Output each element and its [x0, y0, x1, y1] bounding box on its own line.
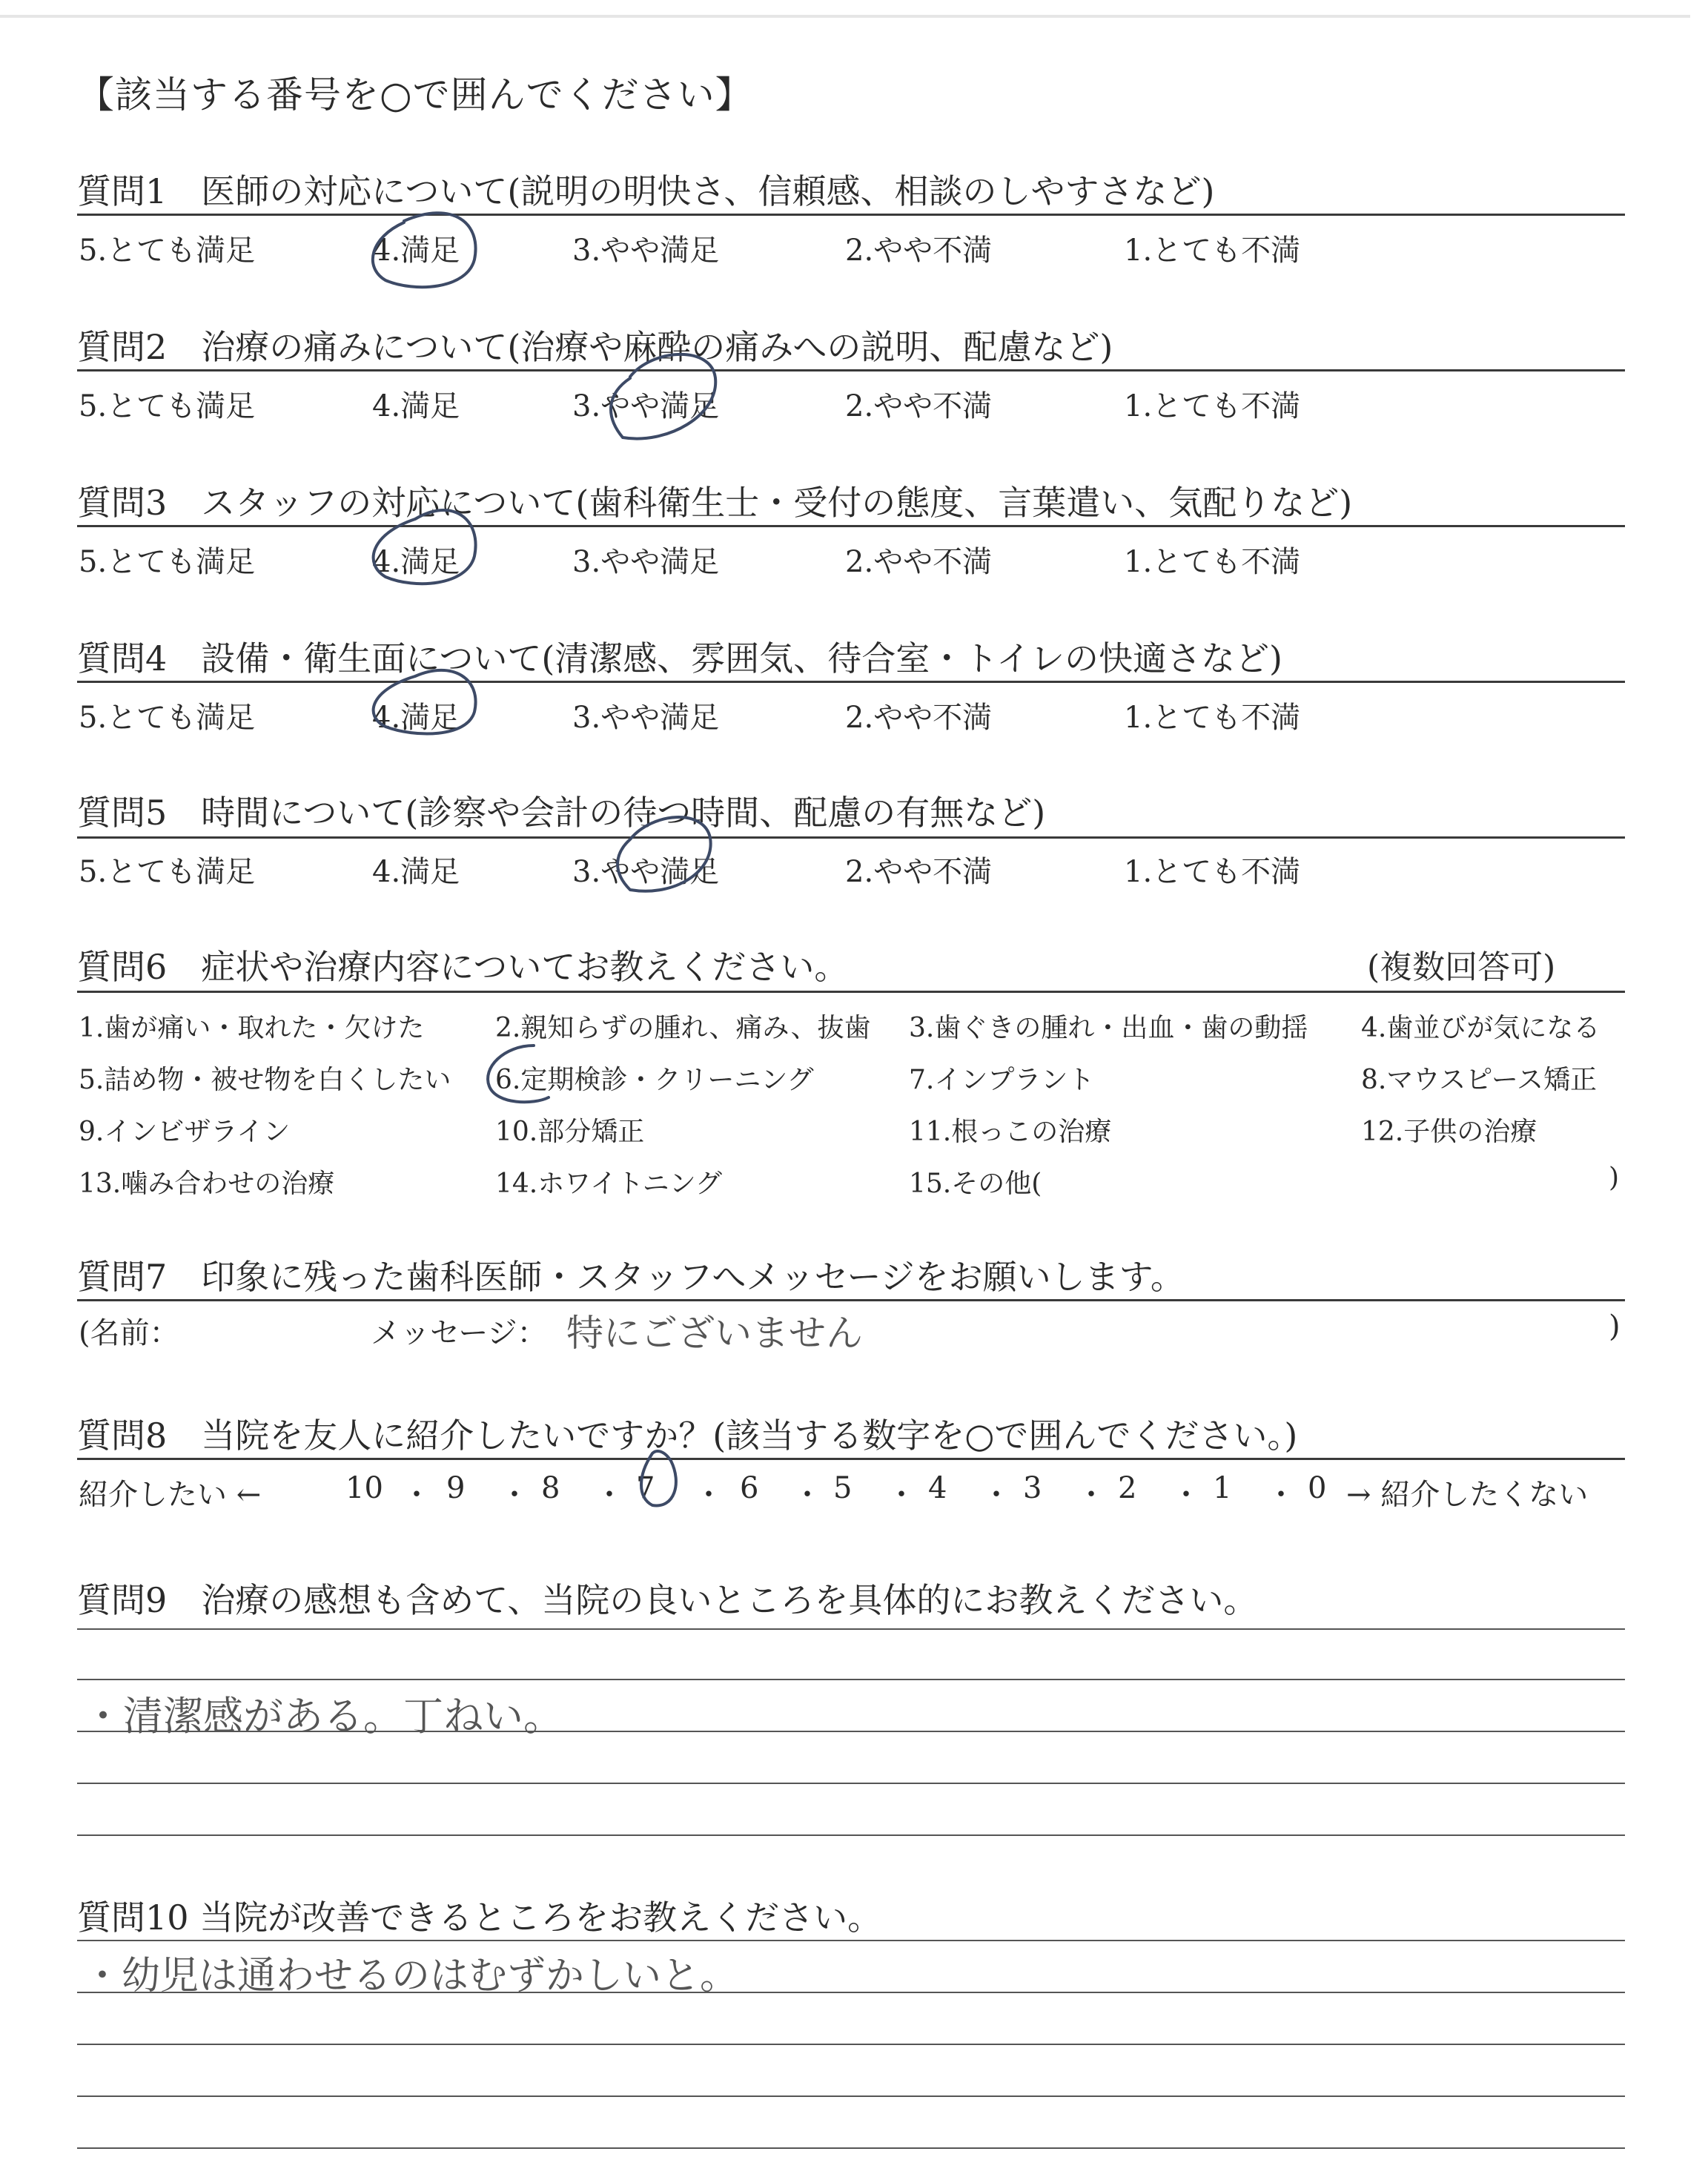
scale-value-7[interactable]: 7 — [636, 1471, 655, 1505]
q6-item-2[interactable]: 2.親知らずの腫れ、痛み、抜歯 — [495, 1013, 871, 1043]
q2-option-1[interactable]: 1.とても不満 — [1124, 389, 1301, 423]
scale-separator: ・ — [1171, 1478, 1201, 1512]
q6-item-13[interactable]: 13.噛み合わせの治療 — [79, 1169, 335, 1199]
scale-value-1[interactable]: 1 — [1213, 1471, 1232, 1505]
q3-option-2[interactable]: 2.やや不満 — [845, 545, 993, 579]
question-3-title: 質問3 スタッフの対応について(歯科衛生士・受付の態度、言葉遣い、気配りなど) — [77, 483, 1353, 523]
q2-selection-circle — [611, 354, 715, 439]
scale-separator: ・ — [500, 1478, 529, 1512]
scale-separator: ・ — [887, 1478, 916, 1512]
q6-item-7[interactable]: 7.インプラント — [909, 1065, 1095, 1095]
q9-answer-handwritten[interactable]: ・清潔感がある。丁ねい。 — [83, 1693, 563, 1740]
question-6-title: 質問6 症状や治療内容についてお教えください。 — [77, 947, 849, 987]
q6-item-14[interactable]: 14.ホワイトニング — [495, 1169, 723, 1199]
scale-separator: ・ — [402, 1478, 431, 1512]
q2-option-4[interactable]: 4.満足 — [372, 389, 460, 423]
scale-value-2[interactable]: 2 — [1118, 1471, 1137, 1505]
q6-item-9[interactable]: 9.インビザライン — [79, 1117, 291, 1147]
q6-item-3[interactable]: 3.歯ぐきの腫れ・出血・歯の動揺 — [909, 1013, 1308, 1043]
q6-item-11[interactable]: 11.根っこの治療 — [909, 1117, 1112, 1147]
q4-selection-circle — [374, 670, 476, 734]
recommend-right-label: → 紹介したくない — [1346, 1478, 1589, 1512]
q3-option-5[interactable]: 5.とても満足 — [79, 545, 256, 579]
question-2-title: 質問2 治療の痛みについて(治療や麻酔の痛みへの説明、配慮など) — [77, 327, 1113, 367]
q3-selection-circle — [374, 510, 476, 584]
q4-option-1[interactable]: 1.とても不満 — [1124, 701, 1301, 735]
name-label: (名前： — [79, 1316, 179, 1350]
q6-item-4[interactable]: 4.歯並びが気になる — [1361, 1013, 1601, 1043]
scale-separator: ・ — [1266, 1478, 1296, 1512]
q5-selection-circle — [618, 817, 711, 891]
scale-separator: ・ — [982, 1478, 1011, 1512]
q3-option-4[interactable]: 4.満足 — [372, 545, 460, 579]
q2-option-3[interactable]: 3.やや満足 — [572, 389, 720, 423]
q6-item-15[interactable]: 15.その他( — [909, 1169, 1042, 1199]
q2-option-5[interactable]: 5.とても満足 — [79, 389, 256, 423]
message-close: ) — [1609, 1309, 1621, 1344]
q3-option-3[interactable]: 3.やや満足 — [572, 545, 720, 579]
q1-option-2[interactable]: 2.やや不満 — [845, 234, 993, 268]
recommend-left-label: 紹介したい ← — [79, 1478, 262, 1512]
q2-option-2[interactable]: 2.やや不満 — [845, 389, 993, 423]
q1-option-5[interactable]: 5.とても満足 — [79, 234, 256, 268]
scale-separator: ・ — [792, 1478, 822, 1512]
q6-item-6[interactable]: 6.定期検診・クリーニング — [495, 1065, 814, 1095]
question-1-title: 質問1 医師の対応について(説明の明快さ、信頼感、相談のしやすさなど) — [77, 171, 1215, 211]
q1-option-3[interactable]: 3.やや満足 — [572, 234, 720, 268]
q6-item-10[interactable]: 10.部分矯正 — [495, 1117, 645, 1147]
scale-value-9[interactable]: 9 — [446, 1471, 466, 1505]
q5-option-4[interactable]: 4.満足 — [372, 855, 460, 889]
question-5-title: 質問5 時間について(診察や会計の待つ時間、配慮の有無など) — [77, 793, 1046, 833]
q5-option-3[interactable]: 3.やや満足 — [572, 855, 720, 889]
question-4-title: 質問4 設備・衛生面について(清潔感、雰囲気、待合室・トイレの快適さなど) — [77, 638, 1282, 678]
scale-value-0[interactable]: 0 — [1308, 1471, 1327, 1505]
q6-item-8[interactable]: 8.マウスピース矯正 — [1361, 1065, 1598, 1095]
q5-option-2[interactable]: 2.やや不満 — [845, 855, 993, 889]
multiple-answer-note: (複数回答可) — [1367, 948, 1556, 986]
scale-value-8[interactable]: 8 — [541, 1471, 560, 1505]
q4-option-2[interactable]: 2.やや不満 — [845, 701, 993, 735]
q6-item-5[interactable]: 5.詰め物・被せ物を白くしたい — [79, 1065, 451, 1095]
message-handwritten[interactable]: 特にございません — [566, 1312, 863, 1355]
q3-option-1[interactable]: 1.とても不満 — [1124, 545, 1301, 579]
q4-option-5[interactable]: 5.とても満足 — [79, 701, 256, 735]
scale-value-5[interactable]: 5 — [833, 1471, 853, 1505]
q6-other-close: ) — [1609, 1163, 1620, 1193]
q1-selection-circle — [373, 213, 476, 287]
question-7-title: 質問7 印象に残った歯科医師・スタッフへメッセージをお願いします。 — [77, 1257, 1185, 1297]
question-9-title: 質問9 治療の感想も含めて、当院の良いところを具体的にお教えください。 — [77, 1580, 1258, 1620]
q5-option-1[interactable]: 1.とても不満 — [1124, 855, 1301, 889]
q8-selection-circle — [641, 1451, 676, 1505]
question-8-title: 質問8 当院を友人に紹介したいですか？(該当する数字を○で囲んでください。) — [77, 1416, 1298, 1456]
scale-value-6[interactable]: 6 — [740, 1471, 759, 1505]
scale-separator: ・ — [595, 1478, 624, 1512]
q10-answer-handwritten[interactable]: ・幼児は通わせるのはむずかしいと。 — [83, 1954, 739, 1998]
q6-selection-circle — [488, 1046, 549, 1102]
scale-value-10[interactable]: 10 — [345, 1471, 383, 1505]
question-10-title: 質問10 当院が改善できるところをお教えください。 — [77, 1898, 882, 1938]
q5-option-5[interactable]: 5.とても満足 — [79, 855, 256, 889]
q4-option-3[interactable]: 3.やや満足 — [572, 701, 720, 735]
message-label: メッセージ： — [371, 1316, 547, 1350]
q6-item-12[interactable]: 12.子供の治療 — [1361, 1117, 1537, 1147]
q4-option-4[interactable]: 4.満足 — [372, 701, 460, 735]
q1-option-1[interactable]: 1.とても不満 — [1124, 234, 1301, 268]
q1-option-4[interactable]: 4.満足 — [372, 234, 460, 268]
instruction-header: 【該当する番号を○で囲んでください】 — [77, 73, 753, 116]
q6-item-1[interactable]: 1.歯が痛い・取れた・欠けた — [79, 1013, 425, 1043]
scale-separator: ・ — [694, 1478, 724, 1512]
scale-value-3[interactable]: 3 — [1023, 1471, 1042, 1505]
scale-value-4[interactable]: 4 — [928, 1471, 947, 1505]
scale-separator: ・ — [1076, 1478, 1106, 1512]
